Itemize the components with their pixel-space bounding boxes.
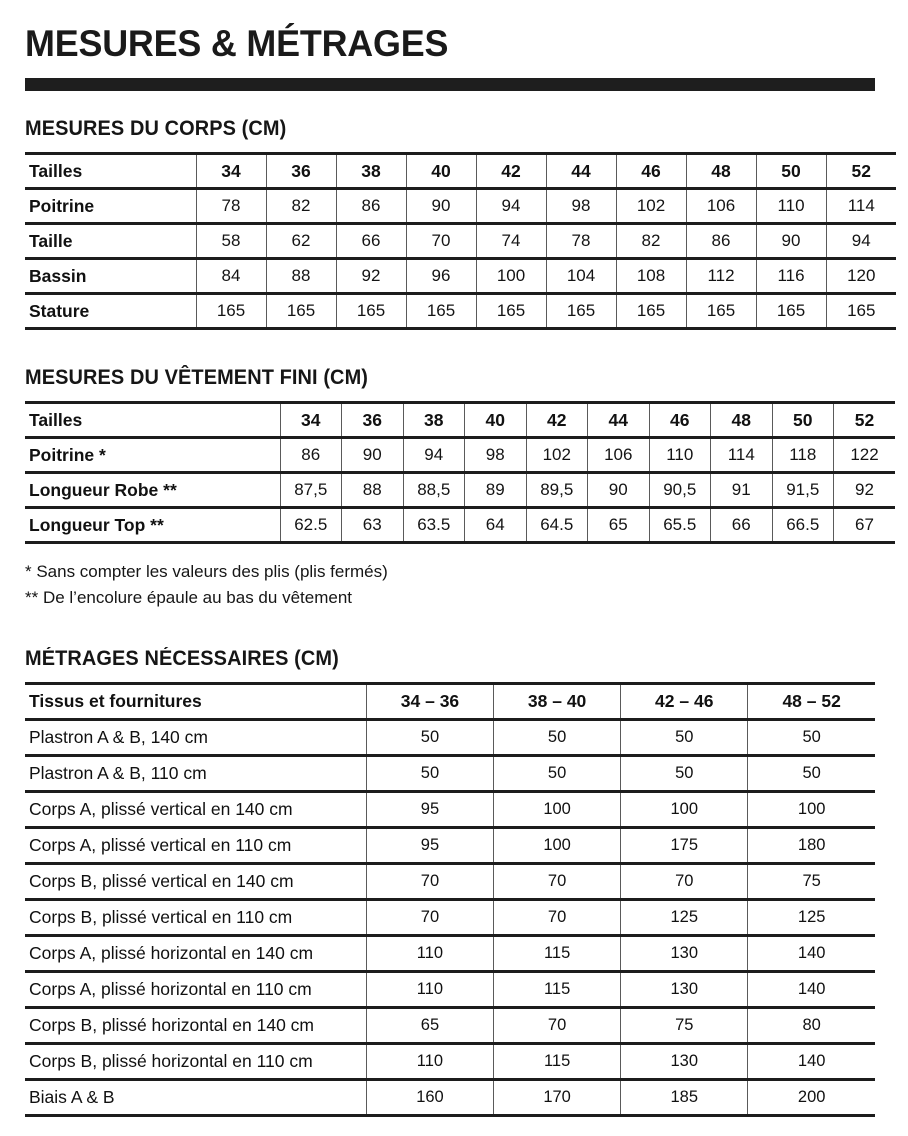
cell-value: 122 (834, 438, 896, 473)
column-header: Tailles (25, 403, 280, 438)
table-row (25, 720, 875, 756)
row-label: Taille (25, 224, 196, 259)
cell-value: 102 (616, 189, 686, 224)
cell-value: 65 (366, 1008, 493, 1044)
column-header: 52 (826, 154, 896, 189)
table-row (25, 756, 875, 792)
cell-value: 94 (826, 224, 896, 259)
cell-value: 92 (336, 259, 406, 294)
cell-value: 140 (748, 1044, 875, 1080)
cell-value: 50 (621, 756, 748, 792)
cell-value: 67 (834, 508, 896, 543)
row-label: Biais A & B (25, 1080, 366, 1116)
column-header: Tissus et fournitures (25, 684, 366, 720)
column-header: 40 (465, 403, 527, 438)
cell-value: 160 (366, 1080, 493, 1116)
cell-value: 104 (546, 259, 616, 294)
column-header: 44 (546, 154, 616, 189)
cell-value: 70 (366, 900, 493, 936)
column-header: 38 – 40 (494, 684, 621, 720)
row-label: Corps A, plissé vertical en 140 cm (25, 792, 366, 828)
cell-value: 64.5 (526, 508, 588, 543)
cell-value: 165 (756, 294, 826, 329)
column-header: 44 (588, 403, 650, 438)
cell-value: 91,5 (772, 473, 834, 508)
table-row (25, 1008, 875, 1044)
footnotes (25, 559, 875, 611)
footnote-single-asterisk: * Sans compter les valeurs des plis (plis fermés) (25, 562, 388, 581)
section-heading-body-measures: MESURES DU CORPS (CM) (25, 117, 287, 140)
cell-value: 86 (280, 438, 342, 473)
cell-value: 70 (494, 1008, 621, 1044)
cell-value: 118 (772, 438, 834, 473)
column-header: 42 (526, 403, 588, 438)
cell-value: 50 (494, 720, 621, 756)
cell-value: 120 (826, 259, 896, 294)
cell-value: 62 (266, 224, 336, 259)
cell-value: 114 (826, 189, 896, 224)
column-header: Tailles (25, 154, 196, 189)
footnote-double-asterisk: ** De l’encolure épaule au bas du vêtement (25, 588, 352, 607)
row-label: Stature (25, 294, 196, 329)
table-garment-measures (25, 401, 895, 544)
column-header: 48 – 52 (748, 684, 875, 720)
cell-value: 80 (748, 1008, 875, 1044)
cell-value: 200 (748, 1080, 875, 1116)
cell-value: 86 (336, 189, 406, 224)
cell-value: 185 (621, 1080, 748, 1116)
table-header-row (25, 684, 875, 720)
row-label: Corps B, plissé vertical en 140 cm (25, 864, 366, 900)
column-header: 34 (196, 154, 266, 189)
cell-value: 180 (748, 828, 875, 864)
column-header: 42 – 46 (621, 684, 748, 720)
row-label: Bassin (25, 259, 196, 294)
column-header: 52 (834, 403, 896, 438)
row-label: Corps A, plissé horizontal en 140 cm (25, 936, 366, 972)
cell-value: 64 (465, 508, 527, 543)
cell-value: 165 (686, 294, 756, 329)
table-row (25, 936, 875, 972)
table-row (25, 508, 895, 543)
column-header: 40 (406, 154, 476, 189)
column-header: 48 (711, 403, 773, 438)
cell-value: 115 (494, 936, 621, 972)
title-underline-rule (25, 78, 875, 91)
row-label: Poitrine (25, 189, 196, 224)
row-label: Corps B, plissé horizontal en 140 cm (25, 1008, 366, 1044)
row-label: Corps B, plissé horizontal en 110 cm (25, 1044, 366, 1080)
cell-value: 50 (748, 720, 875, 756)
cell-value: 98 (546, 189, 616, 224)
cell-value: 130 (621, 972, 748, 1008)
column-header: 34 – 36 (366, 684, 493, 720)
cell-value: 165 (476, 294, 546, 329)
section-heading-garment-measures: MESURES DU VÊTEMENT FINI (CM) (25, 366, 369, 389)
table-row (25, 224, 896, 259)
cell-value: 95 (366, 828, 493, 864)
cell-value: 140 (748, 972, 875, 1008)
column-header: 38 (336, 154, 406, 189)
cell-value: 114 (711, 438, 773, 473)
table-body-measures (25, 152, 896, 330)
cell-value: 165 (616, 294, 686, 329)
cell-value: 165 (546, 294, 616, 329)
cell-value: 70 (366, 864, 493, 900)
cell-value: 50 (621, 720, 748, 756)
cell-value: 95 (366, 792, 493, 828)
cell-value: 70 (494, 900, 621, 936)
cell-value: 115 (494, 1044, 621, 1080)
cell-value: 90 (342, 438, 404, 473)
column-header: 50 (772, 403, 834, 438)
cell-value: 84 (196, 259, 266, 294)
cell-value: 92 (834, 473, 896, 508)
cell-value: 66.5 (772, 508, 834, 543)
cell-value: 50 (366, 720, 493, 756)
cell-value: 88,5 (403, 473, 465, 508)
cell-value: 66 (336, 224, 406, 259)
table-row (25, 473, 895, 508)
column-header: 42 (476, 154, 546, 189)
cell-value: 90 (756, 224, 826, 259)
column-header: 46 (649, 403, 711, 438)
table-row (25, 900, 875, 936)
column-header: 50 (756, 154, 826, 189)
column-header: 48 (686, 154, 756, 189)
cell-value: 90,5 (649, 473, 711, 508)
cell-value: 102 (526, 438, 588, 473)
cell-value: 70 (494, 864, 621, 900)
cell-value: 50 (748, 756, 875, 792)
cell-value: 100 (476, 259, 546, 294)
cell-value: 96 (406, 259, 476, 294)
table-row (25, 972, 875, 1008)
cell-value: 89,5 (526, 473, 588, 508)
column-header: 38 (403, 403, 465, 438)
cell-value: 70 (621, 864, 748, 900)
table-row (25, 828, 875, 864)
row-label: Longueur Top ** (25, 508, 280, 543)
table-header-row (25, 403, 895, 438)
cell-value: 90 (588, 473, 650, 508)
cell-value: 66 (711, 508, 773, 543)
row-label: Corps B, plissé vertical en 110 cm (25, 900, 366, 936)
section-heading-yardage: MÉTRAGES NÉCESSAIRES (CM) (25, 647, 339, 670)
cell-value: 82 (266, 189, 336, 224)
cell-value: 75 (621, 1008, 748, 1044)
cell-value: 175 (621, 828, 748, 864)
cell-value: 98 (465, 438, 527, 473)
cell-value: 75 (748, 864, 875, 900)
cell-value: 170 (494, 1080, 621, 1116)
table-row (25, 792, 875, 828)
cell-value: 63.5 (403, 508, 465, 543)
table-row (25, 189, 896, 224)
table-yardage (25, 682, 875, 1117)
table-header-row (25, 154, 896, 189)
cell-value: 110 (366, 936, 493, 972)
column-header: 36 (266, 154, 336, 189)
table-row (25, 438, 895, 473)
cell-value: 82 (616, 224, 686, 259)
cell-value: 87,5 (280, 473, 342, 508)
cell-value: 108 (616, 259, 686, 294)
cell-value: 89 (465, 473, 527, 508)
cell-value: 100 (494, 828, 621, 864)
table-row (25, 259, 896, 294)
cell-value: 74 (476, 224, 546, 259)
column-header: 46 (616, 154, 686, 189)
cell-value: 58 (196, 224, 266, 259)
cell-value: 110 (649, 438, 711, 473)
column-header: 34 (280, 403, 342, 438)
row-label: Corps A, plissé vertical en 110 cm (25, 828, 366, 864)
cell-value: 165 (336, 294, 406, 329)
row-label: Poitrine * (25, 438, 280, 473)
cell-value: 94 (476, 189, 546, 224)
cell-value: 116 (756, 259, 826, 294)
cell-value: 88 (342, 473, 404, 508)
column-header: 36 (342, 403, 404, 438)
cell-value: 106 (588, 438, 650, 473)
cell-value: 115 (494, 972, 621, 1008)
cell-value: 110 (756, 189, 826, 224)
cell-value: 140 (748, 936, 875, 972)
row-label: Corps A, plissé horizontal en 110 cm (25, 972, 366, 1008)
table-row (25, 1044, 875, 1080)
page-title: MESURES & MÉTRAGES (25, 23, 449, 64)
cell-value: 165 (196, 294, 266, 329)
cell-value: 100 (494, 792, 621, 828)
cell-value: 125 (748, 900, 875, 936)
cell-value: 65.5 (649, 508, 711, 543)
cell-value: 90 (406, 189, 476, 224)
cell-value: 110 (366, 972, 493, 1008)
cell-value: 165 (406, 294, 476, 329)
cell-value: 62.5 (280, 508, 342, 543)
cell-value: 125 (621, 900, 748, 936)
table-row (25, 294, 896, 329)
row-label: Plastron A & B, 110 cm (25, 756, 366, 792)
cell-value: 78 (546, 224, 616, 259)
row-label: Longueur Robe ** (25, 473, 280, 508)
cell-value: 70 (406, 224, 476, 259)
cell-value: 86 (686, 224, 756, 259)
cell-value: 165 (266, 294, 336, 329)
table-row (25, 1080, 875, 1116)
cell-value: 112 (686, 259, 756, 294)
cell-value: 63 (342, 508, 404, 543)
cell-value: 106 (686, 189, 756, 224)
table-row (25, 864, 875, 900)
cell-value: 91 (711, 473, 773, 508)
cell-value: 165 (826, 294, 896, 329)
cell-value: 65 (588, 508, 650, 543)
cell-value: 88 (266, 259, 336, 294)
cell-value: 130 (621, 936, 748, 972)
cell-value: 100 (621, 792, 748, 828)
cell-value: 100 (748, 792, 875, 828)
cell-value: 94 (403, 438, 465, 473)
cell-value: 78 (196, 189, 266, 224)
cell-value: 50 (366, 756, 493, 792)
cell-value: 130 (621, 1044, 748, 1080)
row-label: Plastron A & B, 140 cm (25, 720, 366, 756)
cell-value: 110 (366, 1044, 493, 1080)
cell-value: 50 (494, 756, 621, 792)
